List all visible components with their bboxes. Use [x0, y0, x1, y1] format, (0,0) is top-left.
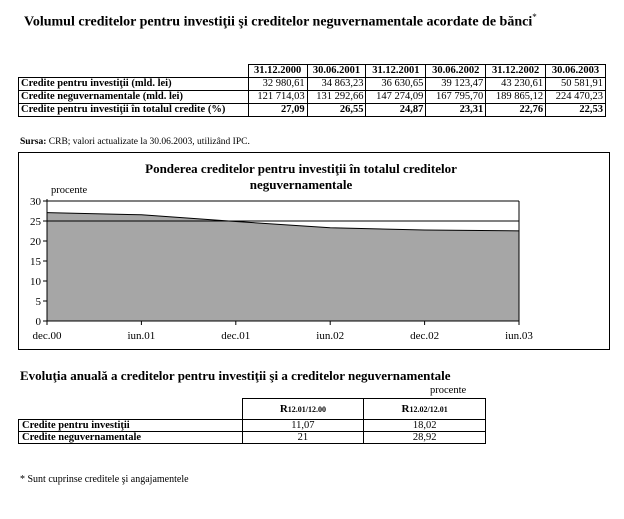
unit-label: procente — [430, 385, 467, 396]
y-tick-label: 20 — [30, 236, 41, 248]
row-label: Credite neguvernamentale — [19, 432, 243, 444]
column-header: R12.02/12.01 — [364, 399, 486, 420]
table-cell: 131 292,66 — [307, 91, 366, 104]
table-row — [19, 432, 486, 444]
table-cell: 11,07 — [242, 420, 364, 432]
y-axis-label: procente — [51, 185, 88, 196]
x-tick-label: dec.00 — [32, 330, 62, 342]
table-cell: 21 — [242, 432, 364, 444]
y-tick-label: 25 — [30, 216, 41, 228]
y-tick-label: 30 — [30, 196, 41, 208]
y-tick-label: 5 — [35, 296, 41, 308]
source-note — [20, 137, 250, 147]
x-tick-label: iun.01 — [127, 330, 156, 342]
row-label: Credite neguvernamentale (mld. lei) — [19, 91, 249, 104]
row-label: Credite pentru investiţii — [19, 420, 243, 432]
table-cell: 28,92 — [364, 432, 486, 444]
table-corner — [19, 65, 249, 78]
x-tick-label: dec.01 — [221, 330, 251, 342]
row-label: Credite pentru investiţii în totalul credite (%) — [19, 104, 249, 117]
table-header-row — [19, 65, 606, 78]
table-cell: 39 123,47 — [426, 78, 486, 91]
chart-title-line-2: neguvernamentale — [249, 177, 353, 192]
credits-volume-table — [18, 64, 606, 117]
table-cell: 224 470,23 — [546, 91, 606, 104]
table-cell: 121 714,03 — [248, 91, 307, 104]
table-cell: 43 230,61 — [486, 78, 546, 91]
table-cell: 18,02 — [364, 420, 486, 432]
chart-title: Ponderea creditelor pentru investiţii în totalul creditelor — [145, 161, 457, 176]
column-header: 30.06.2001 — [307, 65, 366, 78]
table-cell: 50 581,91 — [546, 78, 606, 91]
table-cell: 147 274,09 — [366, 91, 426, 104]
page-title: Volumul creditelor pentru investiţii şi creditelor neguvernamentale acordate de bănci* — [24, 12, 537, 30]
table-cell: 32 980,61 — [248, 78, 307, 91]
table-cell: 189 865,12 — [486, 91, 546, 104]
x-tick-label: iun.03 — [505, 330, 533, 342]
table-cell: 36 630,65 — [366, 78, 426, 91]
y-tick-label: 10 — [30, 276, 41, 288]
footnote: * Sunt cuprinse creditele şi angajamentele — [20, 474, 189, 485]
x-tick-label: iun.02 — [316, 330, 345, 342]
table-cell: 27,09 — [248, 104, 307, 117]
y-tick-label: 0 — [35, 316, 41, 328]
annual-evolution-table — [18, 398, 486, 444]
section-title: Evoluţia anuală a creditelor pentru investiţii şi a creditelor neguvernamentale — [20, 368, 451, 383]
x-tick-label: dec.02 — [410, 330, 440, 342]
table-cell: 22,76 — [486, 104, 546, 117]
chart-frame — [18, 152, 610, 350]
column-header: 31.12.2000 — [248, 65, 307, 78]
table-row — [19, 78, 606, 91]
column-header: 30.06.2003 — [546, 65, 606, 78]
source-text: CRB; valori actualizate la 30.06.2003, utilizând IPC. — [46, 137, 250, 147]
column-header: 31.12.2001 — [366, 65, 426, 78]
table-cell: 26,55 — [307, 104, 366, 117]
row-label: Credite pentru investiţii (mld. lei) — [19, 78, 249, 91]
y-tick-label: 15 — [30, 256, 41, 268]
table-cell: 167 795,70 — [426, 91, 486, 104]
area-series — [47, 213, 519, 321]
table-cell: 34 863,23 — [307, 78, 366, 91]
table-row — [19, 420, 486, 432]
column-header: 31.12.2002 — [486, 65, 546, 78]
table-cell: 22,53 — [546, 104, 606, 117]
table-cell: 24,87 — [366, 104, 426, 117]
table-header-row — [19, 399, 486, 420]
title-footnote-mark: * — [532, 12, 537, 22]
table-row — [19, 104, 606, 117]
source-label: Sursa: — [20, 137, 47, 147]
column-header: R12.01/12.00 — [242, 399, 364, 420]
area-chart — [19, 153, 609, 349]
table-row — [19, 91, 606, 104]
table-cell: 23,31 — [426, 104, 486, 117]
column-header: 30.06.2002 — [426, 65, 486, 78]
table-corner — [19, 399, 243, 420]
